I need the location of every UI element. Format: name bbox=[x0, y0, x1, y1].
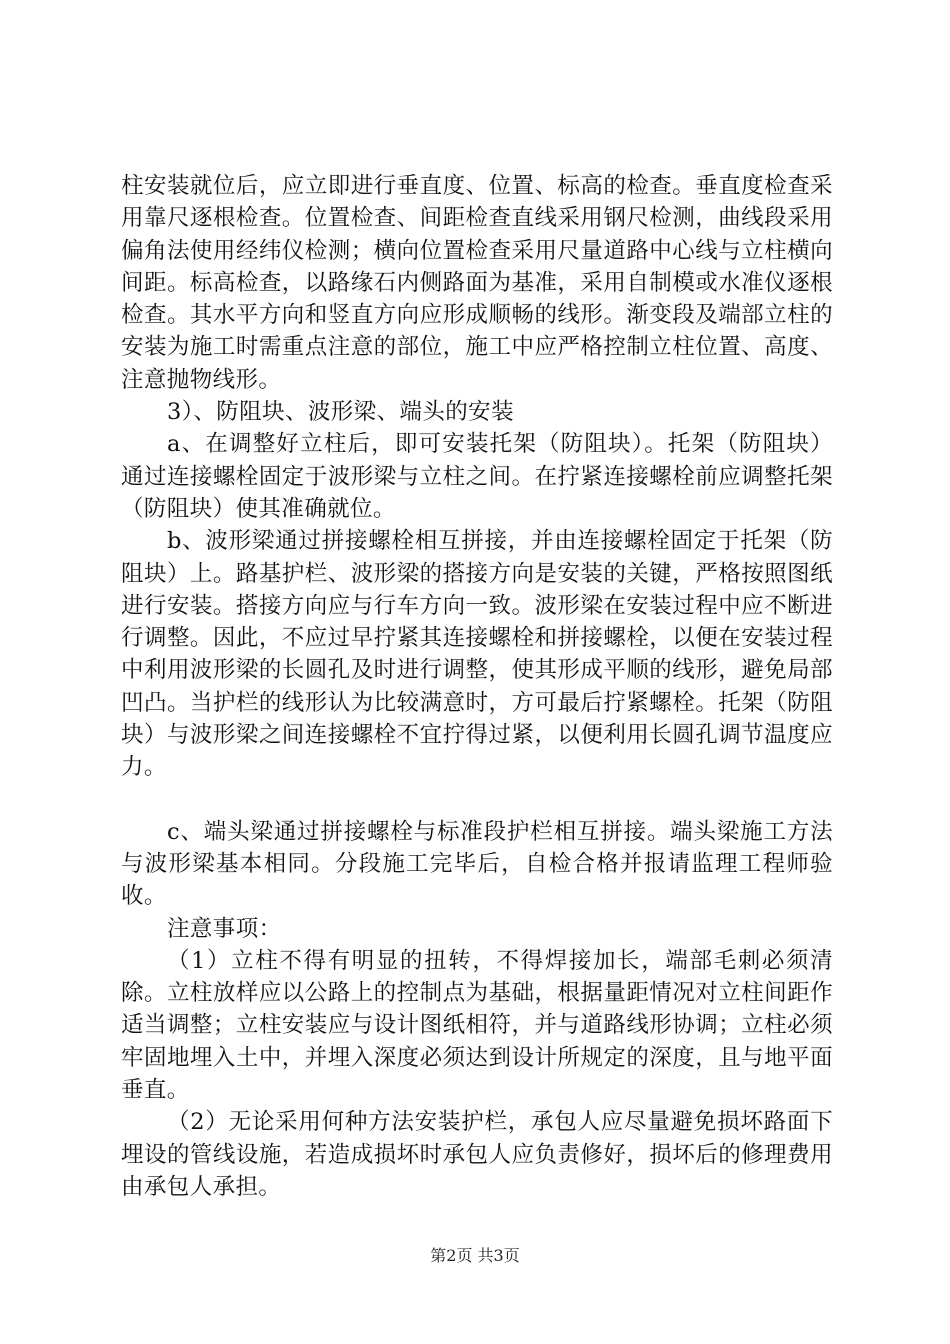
document-body bbox=[121, 170, 833, 1203]
paragraph-column-inspection: 柱安装就位后，应立即进行垂直度、位置、标高的检查。垂直度检查采用靠尺逐根检查。位置检查、间距检查直线采用钢尺检测，曲线段采用偏角法使用经纬仪检测；横向位置检查采用尺量道路中心线与立柱横向间距。标高检查，以路缘石内侧路面为基准，采用自制模或水准仪逐根检查。其水平方向和竖直方向应形成顺畅的线形。渐变段及端部立柱的安装为施工时需重点注意的部位，施工中应严格控制立柱位置、高度、注意抛物线形。 bbox=[121, 173, 833, 393]
notes-heading: 注意事项： bbox=[167, 915, 282, 942]
paragraph-item-a: a、在调整好立柱后，即可安装托架（防阻块）。托架（防阻块）通过连接螺栓固定于波形梁与立柱之间。在拧紧连接螺栓前应调整托架（防阻块）使其准确就位。 bbox=[121, 431, 833, 522]
page-number-footer: 第2页 共3页 bbox=[430, 1246, 520, 1265]
paragraph-note-2: （2）无论采用何种方法安装护栏，承包人应尽量避免损坏路面下埋设的管线设施，若造成损坏时承包人应负责修好，损坏后的修理费用由承包人承担。 bbox=[121, 1109, 833, 1200]
paragraph-spacer bbox=[121, 784, 833, 816]
paragraph-note-1: （1）立柱不得有明显的扭转，不得焊接加长，端部毛刺必须清除。立柱放样应以公路上的控制点为基础，根据量距情况对立柱间距作适当调整；立柱安装应与设计图纸相符，并与道路线形协调；立柱必须牢固地埋入土中，并埋入深度必须达到设计所规定的深度，且与地平面垂直。 bbox=[121, 947, 833, 1104]
paragraph-item-c: c、端头梁通过拼接螺栓与标准段护栏相互拼接。端头梁施工方法与波形梁基本相同。分段施工完毕后，自检合格并报请监理工程师验收。 bbox=[121, 818, 833, 910]
section-heading-installation: 3）、防阻块、波形梁、端头的安装 bbox=[167, 399, 514, 426]
paragraph-item-b: b、波形梁通过拼接螺栓相互拼接，并由连接螺栓固定于托架（防阻块）上。路基护栏、波形梁的搭接方向是安装的关键，严格按照图纸进行安装。搭接方向应与行车方向一致。波形梁在安装过程中应不断进行调整。因此，不应过早拧紧其连接螺栓和拼接螺栓，以便在安装过程中利用波形梁的长圆孔及时进行调整，使其形成平顺的线形，避免局部凹凸。当护栏的线形认为比较满意时，方可最后拧紧螺栓。托架（防阻块）与波形梁之间连接螺栓不宜拧得过紧，以便利用长圆孔调节温度应力。 bbox=[121, 528, 833, 781]
